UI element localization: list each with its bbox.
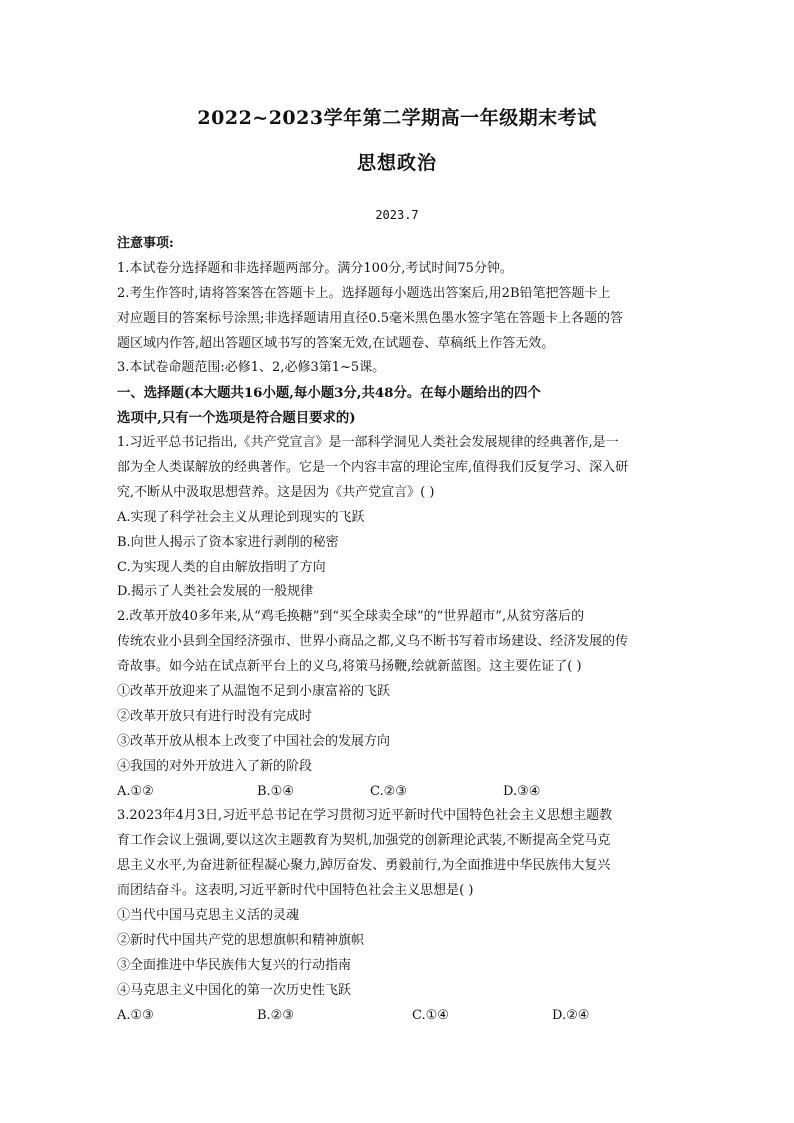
option-a: A.①② bbox=[117, 783, 154, 799]
notice-line: 题区域内作答,超出答题区域书写的答案无效,在试题卷、草稿纸上作答无效。 bbox=[117, 335, 555, 351]
notice-line: 2.考生作答时,请将答案答在答题卡上。选择题每小题选出答案后,用2B铅笔把答题卡上 bbox=[117, 285, 611, 301]
question-3 bbox=[117, 804, 680, 1028]
question-stem: 奇故事。如今站在试点新平台上的义乌,将策马扬鞭,绘就新蓝图。这主要佐证了( ) bbox=[117, 659, 582, 675]
exam-title: 2022~2023学年第二学期高一年级期末考试 bbox=[197, 107, 597, 129]
statement-item: ④马克思主义中国化的第一次历史性飞跃 bbox=[117, 982, 352, 998]
question-1 bbox=[117, 431, 680, 605]
statement-item: ③全面推进中华民族伟大复兴的行动指南 bbox=[117, 957, 352, 973]
question-stem: 育工作会议上强调,要以这次主题教育为契机,加强党的创新理论武装,不断提高全党马克 bbox=[117, 833, 611, 849]
question-stem: 1.习近平总书记指出,《共产党宣言》是一部科学洞见人类社会发展规律的经典著作,是一 bbox=[117, 435, 619, 451]
statement-item: ②改革开放只有进行时没有完成时 bbox=[117, 708, 313, 724]
option-d: D.②④ bbox=[552, 1007, 590, 1023]
exam-content bbox=[117, 232, 680, 1029]
question-2 bbox=[117, 605, 680, 804]
option-d: D.③④ bbox=[503, 783, 541, 799]
question-stem: 究,不断从中汲取思想营养。这是因为《共产党宣言》( ) bbox=[117, 484, 435, 500]
section-heading: 选项中,只有一个选项是符合题目要求的) bbox=[117, 410, 356, 427]
option-b: B.向世人揭示了资本家进行剥削的秘密 bbox=[117, 534, 339, 550]
option-b: B.①④ bbox=[257, 783, 294, 799]
question-stem: 2.改革开放40多年来,从“鸡毛换糖”到“买全球卖全球”的“世界超市”,从贫穷落后的 bbox=[117, 609, 585, 625]
notice-line: 对应题目的答案标号涂黑;非选择题请用直径0.5毫米黑色墨水签字笔在答题卡上各题的答 bbox=[117, 310, 624, 326]
exam-date: 2023.7 bbox=[375, 208, 419, 222]
question-stem: 3.2023年4月3日,习近平总书记在学习贯彻习近平新时代中国特色社会主义思想主题教 bbox=[117, 808, 613, 824]
question-stem: 而团结奋斗。这表明,习近平新时代中国特色社会主义思想是( ) bbox=[117, 883, 474, 899]
statement-item: ②新时代中国共产党的思想旗帜和精神旗帜 bbox=[117, 932, 365, 948]
option-c: C.②③ bbox=[370, 783, 407, 799]
option-c: C.①④ bbox=[412, 1007, 449, 1023]
statement-item: ①改革开放迎来了从温饱不足到小康富裕的飞跃 bbox=[117, 684, 391, 700]
section-heading: 一、选择题(本大题共16小题,每小题3分,共48分。在每小题给出的四个 bbox=[117, 385, 541, 402]
option-b: B.②③ bbox=[257, 1007, 294, 1023]
notice-line: 1.本试卷分选择题和非选择题两部分。满分100分,考试时间75分钟。 bbox=[117, 260, 513, 276]
question-stem: 部为全人类谋解放的经典著作。它是一个内容丰富的理论宝库,值得我们反复学习、深入研 bbox=[117, 460, 629, 476]
option-a: A.①③ bbox=[117, 1007, 154, 1023]
statement-item: ③改革开放从根本上改变了中国社会的发展方向 bbox=[117, 733, 391, 749]
option-a: A.实现了科学社会主义从理论到现实的飞跃 bbox=[117, 509, 365, 525]
option-d: D.揭示了人类社会发展的一般规律 bbox=[117, 584, 314, 600]
notice-heading: 注意事项: bbox=[117, 236, 174, 251]
subject-title: 思想政治 bbox=[356, 152, 437, 174]
notice-line: 3.本试卷命题范围:必修1、2,必修3第1~5课。 bbox=[117, 360, 386, 376]
question-stem: 思主义水平,为奋进新征程凝心聚力,踔厉奋发、勇毅前行,为全面推进中华民族伟大复兴 bbox=[117, 858, 611, 874]
option-row bbox=[117, 780, 680, 805]
option-row bbox=[117, 1004, 680, 1029]
statement-item: ④我国的对外开放进入了新的阶段 bbox=[117, 758, 313, 774]
question-stem: 传统农业小县到全国经济强市、世界小商品之都,义乌不断书写着市场建设、经济发展的传 bbox=[117, 634, 629, 650]
statement-item: ①当代中国马克思主义活的灵魂 bbox=[117, 908, 300, 924]
option-c: C.为实现人类的自由解放指明了方向 bbox=[117, 559, 326, 575]
